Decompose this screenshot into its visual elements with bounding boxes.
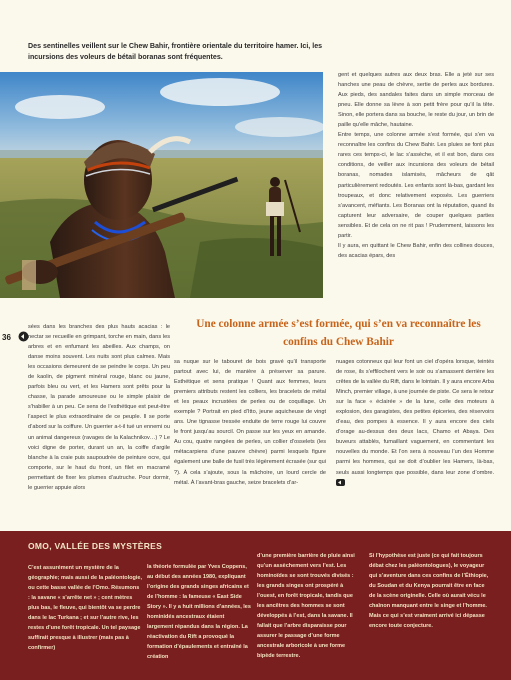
sidebar-column-2: la théorie formulée par Yves Coppens, au début des années 1980, expliquant l’origine des grands singes africains et de l’homme : la fameuse « East Side Story ». Il y a huit millions d’années, les hominidés ancestraux étaient largement répandus dans la région. La réactivation du Rift a provoqué la formation d’épaulements et entraîné la création: [147, 564, 251, 660]
photo-hamer-sentinels: [0, 72, 323, 298]
sidebar-column-3: d’une première barrière de pluie ainsi qu’un assèchement vers l’est. Les hominoïdes se sont trouvés divisés : les grands singes ont prospéré à l’ouest, en forêt tropicale, tandis que les ancêtres des hommes se sont développés à l’est, dans la savane. Il fallait que l’arbre disparaisse pour assurer le passage d’une forme ancestrale arboricole à une forme bipède terrestre.: [257, 553, 355, 659]
paragraph: nuages cotonneux qui leur font un ciel d’opéra lorsque, teintés de rose, ils s’effilochent vers le soir ou s’amassent derrière les crêtes de la vallée du Rift, dans le lointain. Il y aura encore Arba Minch, premier village, à une journée de piste. Ce sera le retour sur la face « éclairée » de la lune, celle des moteurs à explosion, des garagistes, des petites épiceries, des réservoirs d’eau, des pompes à essence. Il y aura encore des ciels d’orage au-dessus des deux lacs, Chamo et Abaya. Des buveurs attablés, fumaillant vaguement, en commentant les nouvelles du monde. Et l’on sera à nouveau l’un des Homme parmi les hommes, qui se doit d’oublier les Hamers, là-bas, seuls aussi longtemps que possible, dans leur zone d’ombre.: [336, 359, 494, 476]
article-column-right: [336, 357, 494, 488]
paragraph: Entre temps, une colonne armée s’est formée, qui s’en va reconnaître les confins du Chew Bahir. Les pluies se font plus rares ces temps-ci, le lac s’assèche, et il est bon, dans ces conditions, de veiller aux incursions des voleurs de bétail boranas, nomades islamisés, mâcheurs de qât particulièrement redoutés. Les enfants sont là-bas, gardant les troupeaux, et donc relativement exposés. Les guerriers s’avancent, méfiants. Les Boranas ont la réputation, quand ils capturent leur adversaire, de couper quelques parties sensibles. Et de cela on ne rit pas ! Prudemment, laissons les partir.: [338, 132, 494, 239]
paragraph: Il y aura, en quittant le Chew Bahir, enfin des collines douces, des acacias épars, des: [338, 242, 494, 259]
article-column-right-top: [338, 70, 494, 261]
end-of-article-icon: [336, 479, 345, 486]
photo-caption: Des sentinelles veillent sur le Chew Bahir, frontière orientale du territoire hamer. Ici, les incursions des voleurs de bétail boranas sont fréquentes.: [28, 42, 323, 61]
article-column-left: sées dans les branches des plus hauts acacias : le nectar se recueille en grimpant, torche en main, dans les arbres et en enfumant les abeilles. Aux champs, on danse moins souvent. Les nuits sont plus calmes. Mais les occasions demeurent de se peindre le corps. Un peu de kaolin, de pigment minéral rouge, blanc ou jaune, parfois bleu ou vert, et les Hamers sont prêts pour la chasse, la parade amoureuse ou le simple plaisir de s’habiller à un peu. Ce sens de l’esthétique est peut-être l’aspect le plus extraordinaire de ce peuple. Il se porte d’abord sur la coiffure. Un guerrier a-t-il tué un ennemi ou un animal dangereux (ravages de la Kalachnikov…) ? Le voici digne de porter, durant un an, la coiffe d’argile blanche à la craie puis saupoudrée de peinture ocre, qui comporte, sur le haut du front, un filet en macramé permettant de fixer les plumes d’autruche. Pour dormir, le guerrier appuie alors: [28, 324, 170, 491]
page-number: 36: [2, 333, 11, 342]
sidebar-title: OMO, VALLÉE DES MYSTÈRES: [28, 541, 163, 551]
sidebar-column-1: C’est assurément un mystère de la géographie; mais aussi de la paléontologie, ou cette basse vallée de l’Omo. Résumons : la savane « s’arrête net » ; cent mètres plus bas, le fleuve, qui bientôt va se perdre dans le lac Turkana ; et sur l’autre rive, les restes d’une forêt tropicale. Un tel paysage suffirait presque à illustrer (mais pas à confirmer): [28, 565, 142, 651]
sidebar-column-4: Si l’hypothèse est juste (ce qui fait toujours débat chez les paléontologues), le voyageur qui s’aventure dans ces confins de l’Éthiopie, du Soudan et du Kenya pourrait être en face de la scène originelle. Celle où aurait vécu le chaînon manquant entre le singe et l’homme. Mais ce qui s’est vraiment arrivé ici dépasse encore toute conjecture.: [369, 553, 489, 629]
pull-quote-headline: Une colonne armée s’est formée, qui s’en va reconnaître les confins du Chew Bahir: [196, 318, 481, 348]
paragraph: gent et quelques autres aux deux bras. Elle a jeté sur ses hanches une peau de chèvre, sertie de perles aux bordures. Aux pieds, des sandales faites dans un simple morceau de pneu. Elle donne sa lèvre à son petit frère pour qu’il la tête. Sinon, elle portera dans sa bouche, le reste du jour, un brin de paille qu’elle mâche, hautaine.: [338, 72, 494, 129]
article-column-middle: sa nuque sur le tabouret de bois gravé qu’il transporte partout avec lui, de manière à préserver sa parure. Esthétique et sens pratique ! Quant aux femmes, leurs premiers attributs restent les colliers, les bracelets de métal et les peaux incrustées de perles ou de coquillage. Un exemple ? Portrait en pied d’Itto, jeune aquicheuse de vingt ans. Une tignasse tressée enduite de terre rouge lui couvre le front jusqu’au sourcil. On passe sur les yeux en amande. Au cou, quatre rangées de perles, un collier d’osselets (les métacarpiens d’une pauvre chèvre) parmi lesquels figure également une balle de fusil très légèrement écrasée (sur qui ?). À cela s’ajoute, sous la mâchoire, un lourd cercle de métal. À l’avant-bras gauche, seize bracelets d’ar-: [174, 359, 326, 486]
photo-illustration: [0, 72, 323, 298]
